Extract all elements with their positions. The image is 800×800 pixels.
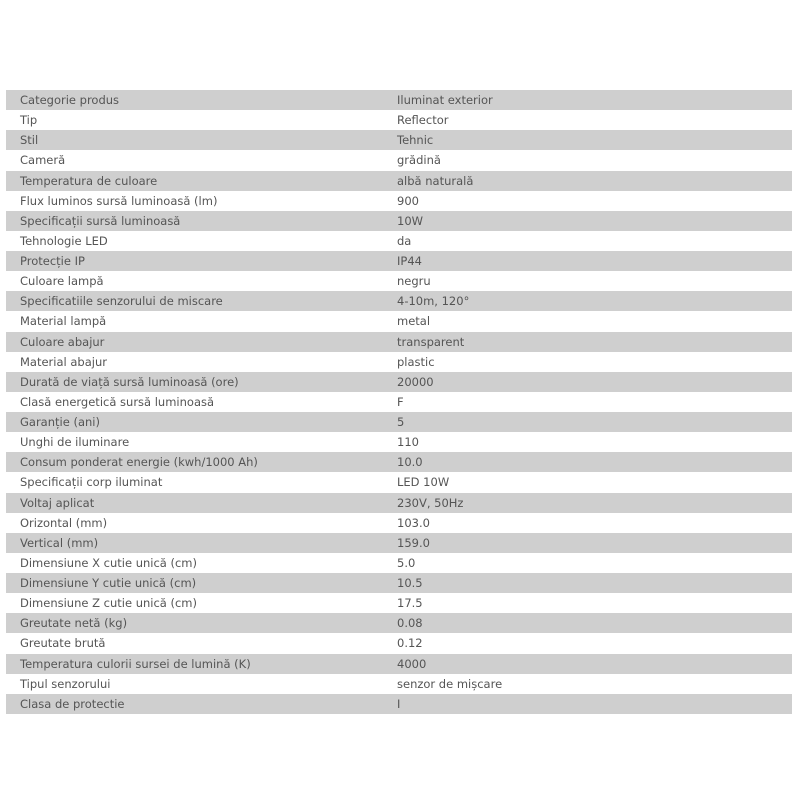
spec-label: Cameră [6,150,383,170]
spec-value: transparent [383,332,792,352]
spec-value: 5 [383,412,792,432]
spec-value: 103.0 [383,513,792,533]
spec-label: Clasă energetică sursă luminoasă [6,392,383,412]
spec-label: Dimensiune Z cutie unică (cm) [6,593,383,613]
spec-label: Garanție (ani) [6,412,383,432]
spec-value: senzor de mișcare [383,674,792,694]
spec-value: metal [383,311,792,331]
spec-value: 4-10m, 120° [383,291,792,311]
spec-value: 10W [383,211,792,231]
spec-label: Temperatura culorii sursei de lumină (K) [6,654,383,674]
spec-label: Clasa de protectie [6,694,383,714]
spec-label: Material abajur [6,352,383,372]
spec-value: 20000 [383,372,792,392]
spec-row [6,251,792,271]
spec-row [6,211,792,231]
spec-value: 10.0 [383,452,792,472]
spec-value: Tehnic [383,130,792,150]
spec-value: I [383,694,792,714]
spec-label: Greutate netă (kg) [6,613,383,633]
spec-label: Vertical (mm) [6,533,383,553]
spec-label: Specificații corp iluminat [6,472,383,492]
spec-value: IP44 [383,251,792,271]
spec-value: da [383,231,792,251]
spec-row [6,291,792,311]
spec-value: 0.08 [383,613,792,633]
spec-row [6,533,792,553]
spec-row [6,493,792,513]
spec-label: Tipul senzorului [6,674,383,694]
spec-row [6,271,792,291]
spec-row [6,472,792,492]
spec-row [6,110,792,130]
spec-row [6,191,792,211]
spec-value: plastic [383,352,792,372]
spec-row [6,452,792,472]
spec-row [6,674,792,694]
spec-row [6,150,792,170]
spec-row [6,332,792,352]
spec-row [6,633,792,653]
spec-row [6,593,792,613]
spec-label: Stil [6,130,383,150]
spec-row [6,130,792,150]
product-spec-table [6,90,792,714]
spec-label: Flux luminos sursă luminoasă (lm) [6,191,383,211]
spec-label: Temperatura de culoare [6,171,383,191]
spec-label: Tip [6,110,383,130]
spec-row [6,654,792,674]
spec-row [6,432,792,452]
spec-label: Protecție IP [6,251,383,271]
spec-row [6,372,792,392]
spec-value: grădină [383,150,792,170]
spec-value: 4000 [383,654,792,674]
spec-row [6,573,792,593]
spec-value: Iluminat exterior [383,90,792,110]
spec-row [6,90,792,110]
spec-value: 900 [383,191,792,211]
spec-label: Culoare abajur [6,332,383,352]
spec-row [6,352,792,372]
spec-label: Tehnologie LED [6,231,383,251]
spec-row [6,553,792,573]
spec-value: 230V, 50Hz [383,493,792,513]
spec-value: Reflector [383,110,792,130]
spec-label: Unghi de iluminare [6,432,383,452]
spec-value: negru [383,271,792,291]
spec-row [6,311,792,331]
spec-label: Durată de viață sursă luminoasă (ore) [6,372,383,392]
spec-label: Culoare lampă [6,271,383,291]
spec-label: Greutate brută [6,633,383,653]
spec-value: F [383,392,792,412]
spec-value: 10.5 [383,573,792,593]
spec-table-body [6,90,792,714]
spec-row [6,412,792,432]
spec-label: Categorie produs [6,90,383,110]
spec-value: 159.0 [383,533,792,553]
spec-label: Orizontal (mm) [6,513,383,533]
spec-label: Consum ponderat energie (kwh/1000 Ah) [6,452,383,472]
spec-label: Voltaj aplicat [6,493,383,513]
spec-row [6,231,792,251]
spec-row [6,694,792,714]
spec-row [6,613,792,633]
spec-row [6,392,792,412]
spec-value: 110 [383,432,792,452]
spec-label: Dimensiune Y cutie unică (cm) [6,573,383,593]
spec-row [6,513,792,533]
spec-value: 5.0 [383,553,792,573]
spec-label: Material lampă [6,311,383,331]
spec-label: Specificații sursă luminoasă [6,211,383,231]
spec-label: Dimensiune X cutie unică (cm) [6,553,383,573]
spec-value: 17.5 [383,593,792,613]
spec-value: LED 10W [383,472,792,492]
spec-value: albă naturală [383,171,792,191]
spec-row [6,171,792,191]
spec-value: 0.12 [383,633,792,653]
spec-label: Specificatiile senzorului de miscare [6,291,383,311]
